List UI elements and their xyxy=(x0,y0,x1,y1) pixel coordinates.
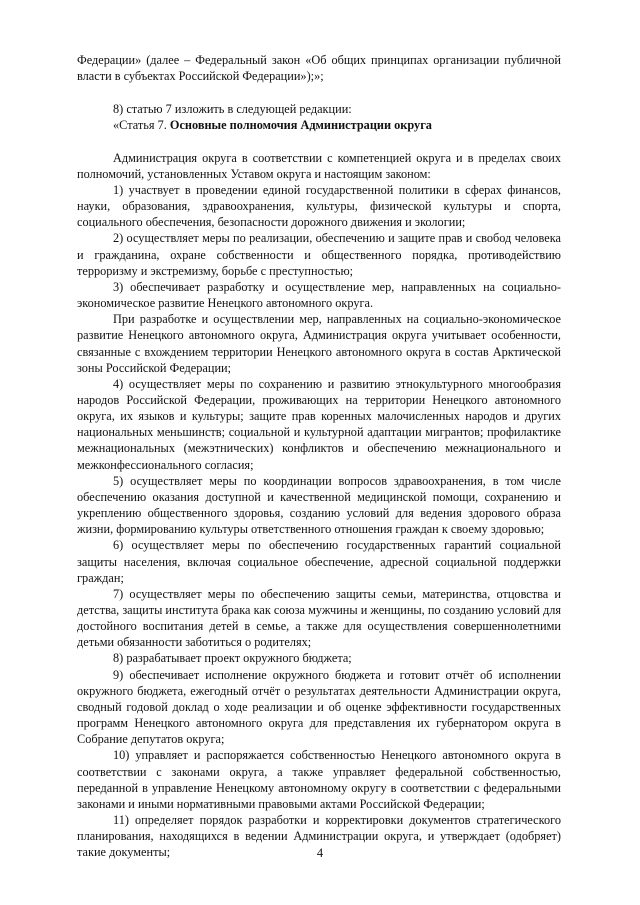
paragraph-item-9: 9) обеспечивает исполнение окружного бюджета и готовит отчёт об исполнении окружного бюджета, ежегодный отчёт о результатах деятельности Администрации округа, сводный годовой доклад о ходе реализации и об оценке эффективности государственных программ Ненецкого автономного округа для представления их губернатором округа в Собрание депутатов округа; xyxy=(77,667,561,747)
paragraph-item-3-arctic: При разработке и осуществлении мер, направленных на социально-экономическое развитие Ненецкого автономного округа, Администрация округа учитывает особенности, связанные с вхождением территории Ненецкого автономного округа в состав Арктической зоны Российской Федерации; xyxy=(77,312,561,375)
document-body xyxy=(77,52,561,861)
paragraph-item-6: 6) осуществляет меры по обеспечению государственных гарантий социальной защиты населения, включая социальное обеспечение, адресной социальной поддержки граждан; xyxy=(77,538,561,585)
paragraph-intro: Администрация округа в соответствии с компетенцией округа и в пределах своих полномочий, установленных Уставом округа и настоящим законом: xyxy=(77,150,561,181)
paragraph-item-10: 10) управляет и распоряжается собственностью Ненецкого автономного округа в соответствии с законами округа, а также управляет федеральной собственностью, переданной в управление Ненецкому автономному округу в соответствии с федеральными законами и иными нормативными правовыми актами Российской Федерации; xyxy=(77,748,561,811)
paragraph-amendment-8: 8) статью 7 изложить в следующей редакции: xyxy=(113,102,352,117)
article-7-prefix: «Статья 7. xyxy=(113,118,170,133)
paragraph-item-8: 8) разрабатывает проект окружного бюджета; xyxy=(113,651,352,666)
article-7-title: Основные полномочия Администрации округа xyxy=(169,118,432,133)
paragraph-item-1: 1) участвует в проведении единой государственной политики в сферах финансов, науки, образования, здравоохранения, культуры, физической культуры и спорта, социального обеспечения, безопасности дорожного движения и экологии; xyxy=(77,182,561,230)
paragraph-item-11: 11) определяет порядок разработки и корректировки документов стратегического планирования, находящихся в ведении Администрации округа, и утверждает (одобряет) такие документы; xyxy=(77,813,561,860)
paragraph-item-2: 2) осуществляет меры по реализации, обеспечению и защите прав и свобод человека и гражданина, охране собственности и общественного порядка, противодействию терроризму и экстремизму, борьбе с преступностью; xyxy=(77,231,561,278)
paragraph-federation-continuation: Федерации» (далее – Федеральный закон «Об общих принципах организации публичной власти в субъектах Российской Федерации»);»; xyxy=(77,53,561,84)
paragraph-item-3: 3) обеспечивает разработку и осуществление мер, направленных на социально-экономическое развитие Ненецкого автономного округа. xyxy=(77,279,561,311)
paragraph-item-4: 4) осуществляет меры по сохранению и развитию этнокультурного многообразия народов Российской Федерации, проживающих на территории Ненецкого автономного округа, их языков и культуры; защите прав коренных малочисленных народов и других национальных меньшинств; социальной и культурной адаптации мигрантов; профилактике межнациональных (межэтнических) конфликтов и обеспечению межнационального и межконфессионального согласия; xyxy=(77,376,561,472)
page-number: 4 xyxy=(316,846,324,860)
paragraph-item-5: 5) осуществляет меры по координации вопросов здравоохранения, в том числе обеспечению оказания доступной и качественной медицинской помощи, сохранению и укреплению общественного здоровья, созданию условий для ведения здорового образа жизни, формированию культуры ответственного отношения граждан к своему здоровью; xyxy=(77,473,561,537)
paragraph-item-7: 7) осуществляет меры по обеспечению защиты семьи, материнства, отцовства и детства, защиты института брака как союза мужчины и женщины, по созданию условий для достойного воспитания детей в семье, а также для осуществления совершеннолетними детьми обязанности заботиться о родителях; xyxy=(77,586,561,650)
article-7-heading xyxy=(77,117,561,133)
